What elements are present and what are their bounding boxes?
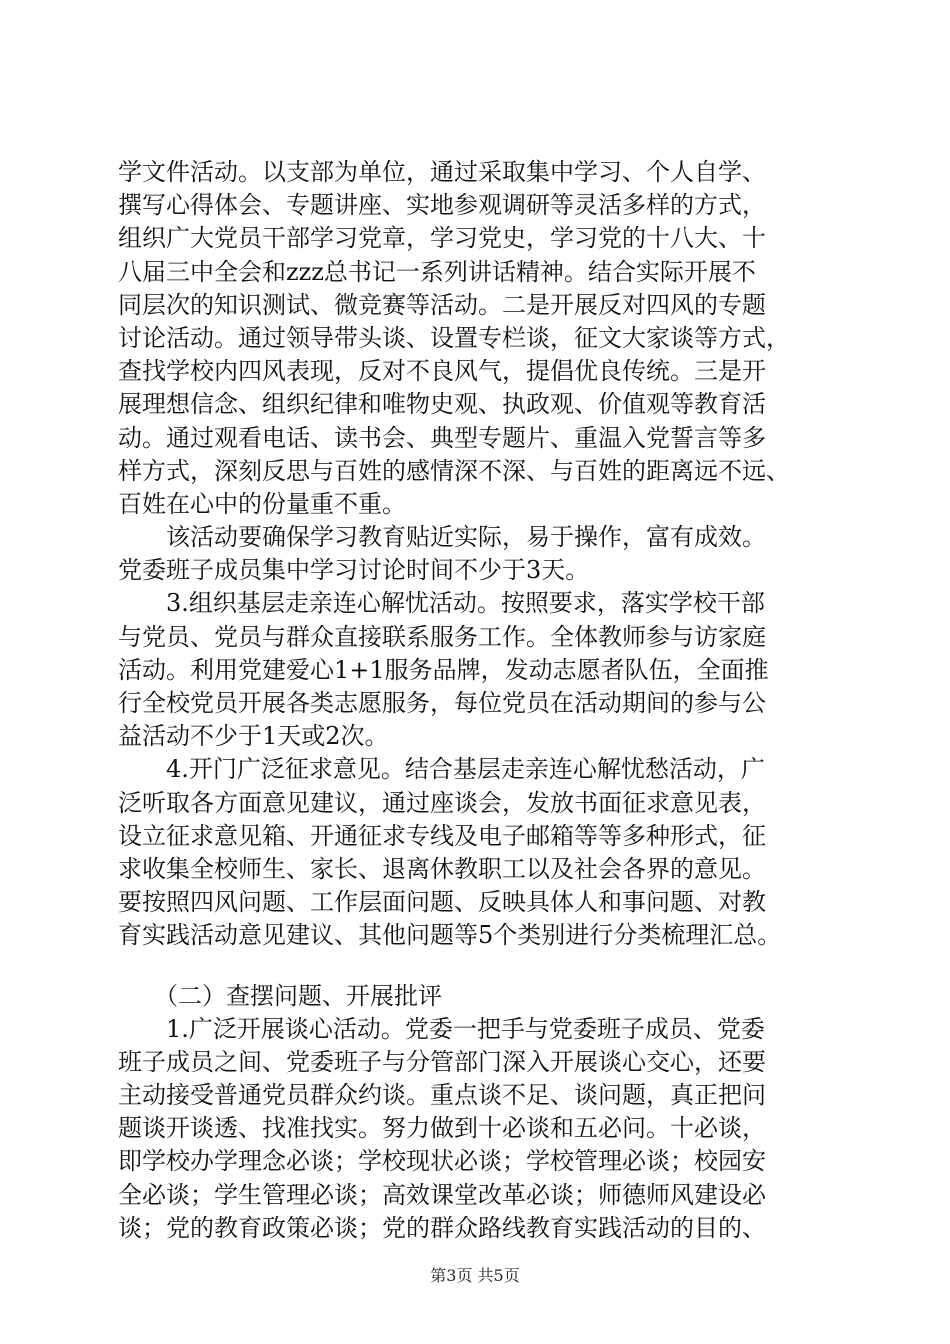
text-line: 学文件活动。以支部为单位，通过采取集中学习、个人自学、 [118,158,766,186]
text-line: 即学校办学理念必谈；学校现状必谈；学校管理必谈；校园安 [118,1147,766,1176]
paragraph-gap [118,953,838,980]
text-line: 全必谈；学生管理必谈；高效课堂改革必谈；师德师风建设必 [118,1180,766,1209]
text-line: 泛听取各方面意见建议，通过座谈会，发放书面征求意见表， [118,788,766,817]
text-line: 谈；党的教育政策必谈；党的群众路线教育实践活动的目的、 [118,1213,766,1242]
text-line: 主动接受普通党员群众约谈。重点谈不足、谈问题，真正把问 [118,1081,766,1110]
text-line: 益活动不少于1天或2次。 [118,722,389,751]
text-line: 行全校党员开展各类志愿服务，每位党员在活动期间的参与公 [118,689,766,717]
text-line: 要按照四风问题、工作层面问题、反映具体人和事问题、对教 [118,888,766,917]
text-line: 展理想信念、组织纪律和唯物史观、执政观、价值观等教育活 [118,390,766,419]
text-line: 活动。利用党建爱心1+1服务品牌，发动志愿者队伍，全面推 [118,655,769,684]
text-line: 查找学校内四风表现，反对不良风气，提倡优良传统。三是开 [118,357,766,386]
text-line: 动。通过观看电话、读书会、典型专题片、重温入党誓言等多 [118,423,766,452]
text-line: 讨论活动。通过领导带头谈、设置专栏谈，征文大家谈等方式， [118,323,790,352]
text-line: 育实践活动意见建议、其他问题等5个类别进行分类梳理汇总。 [118,921,782,950]
text-line: 该活动要确保学习教育贴近实际，易于操作，富有成效。 [118,523,766,552]
text-line: 同层次的知识测试、微竞赛等活动。二是开展反对四风的专题 [118,290,766,319]
text-line: 设立征求意见箱、开通征求专线及电子邮箱等等多种形式，征 [118,821,766,850]
text-line: （二）查摆问题、开展批评 [118,981,442,1010]
text-line: 1.广泛开展谈心活动。党委一把手与党委班子成员、党委 [118,1014,765,1043]
text-line: 与党员、党员与群众直接联系服务工作。全体教师参与访家庭 [118,622,766,651]
text-line: 班子成员之间、党委班子与分管部门深入开展谈心交心，还要 [118,1047,766,1076]
text-line: 题谈开谈透、找准找实。努力做到十必谈和五必问。十必谈， [118,1114,766,1143]
text-line: 撰写心得体会、专题讲座、实地参观调研等灵活多样的方式， [118,191,766,220]
text-line: 百姓在心中的份量重不重。 [118,489,406,518]
text-line: 3.组织基层走亲连心解忧活动。按照要求，落实学校干部 [118,589,765,618]
text-line: 求收集全校师生、家长、退离休教职工以及社会各界的意见。 [118,854,766,883]
text-line: 八届三中全会和zzz总书记一系列讲话精神。结合实际开展不 [118,257,756,286]
text-line: 样方式，深刻反思与百姓的感情深不深、与百姓的距离远不远、 [118,456,790,485]
document-body [118,156,838,1245]
page-footer: 第3页 共5页 [430,1266,520,1285]
text-line: 组织广大党员干部学习党章，学习党史，学习党的十八大、十 [118,224,766,253]
text-line: 4.开门广泛征求意见。结合基层走亲连心解忧愁活动，广 [118,755,765,784]
text-line: 党委班子成员集中学习讨论时间不少于3天。 [118,556,590,585]
